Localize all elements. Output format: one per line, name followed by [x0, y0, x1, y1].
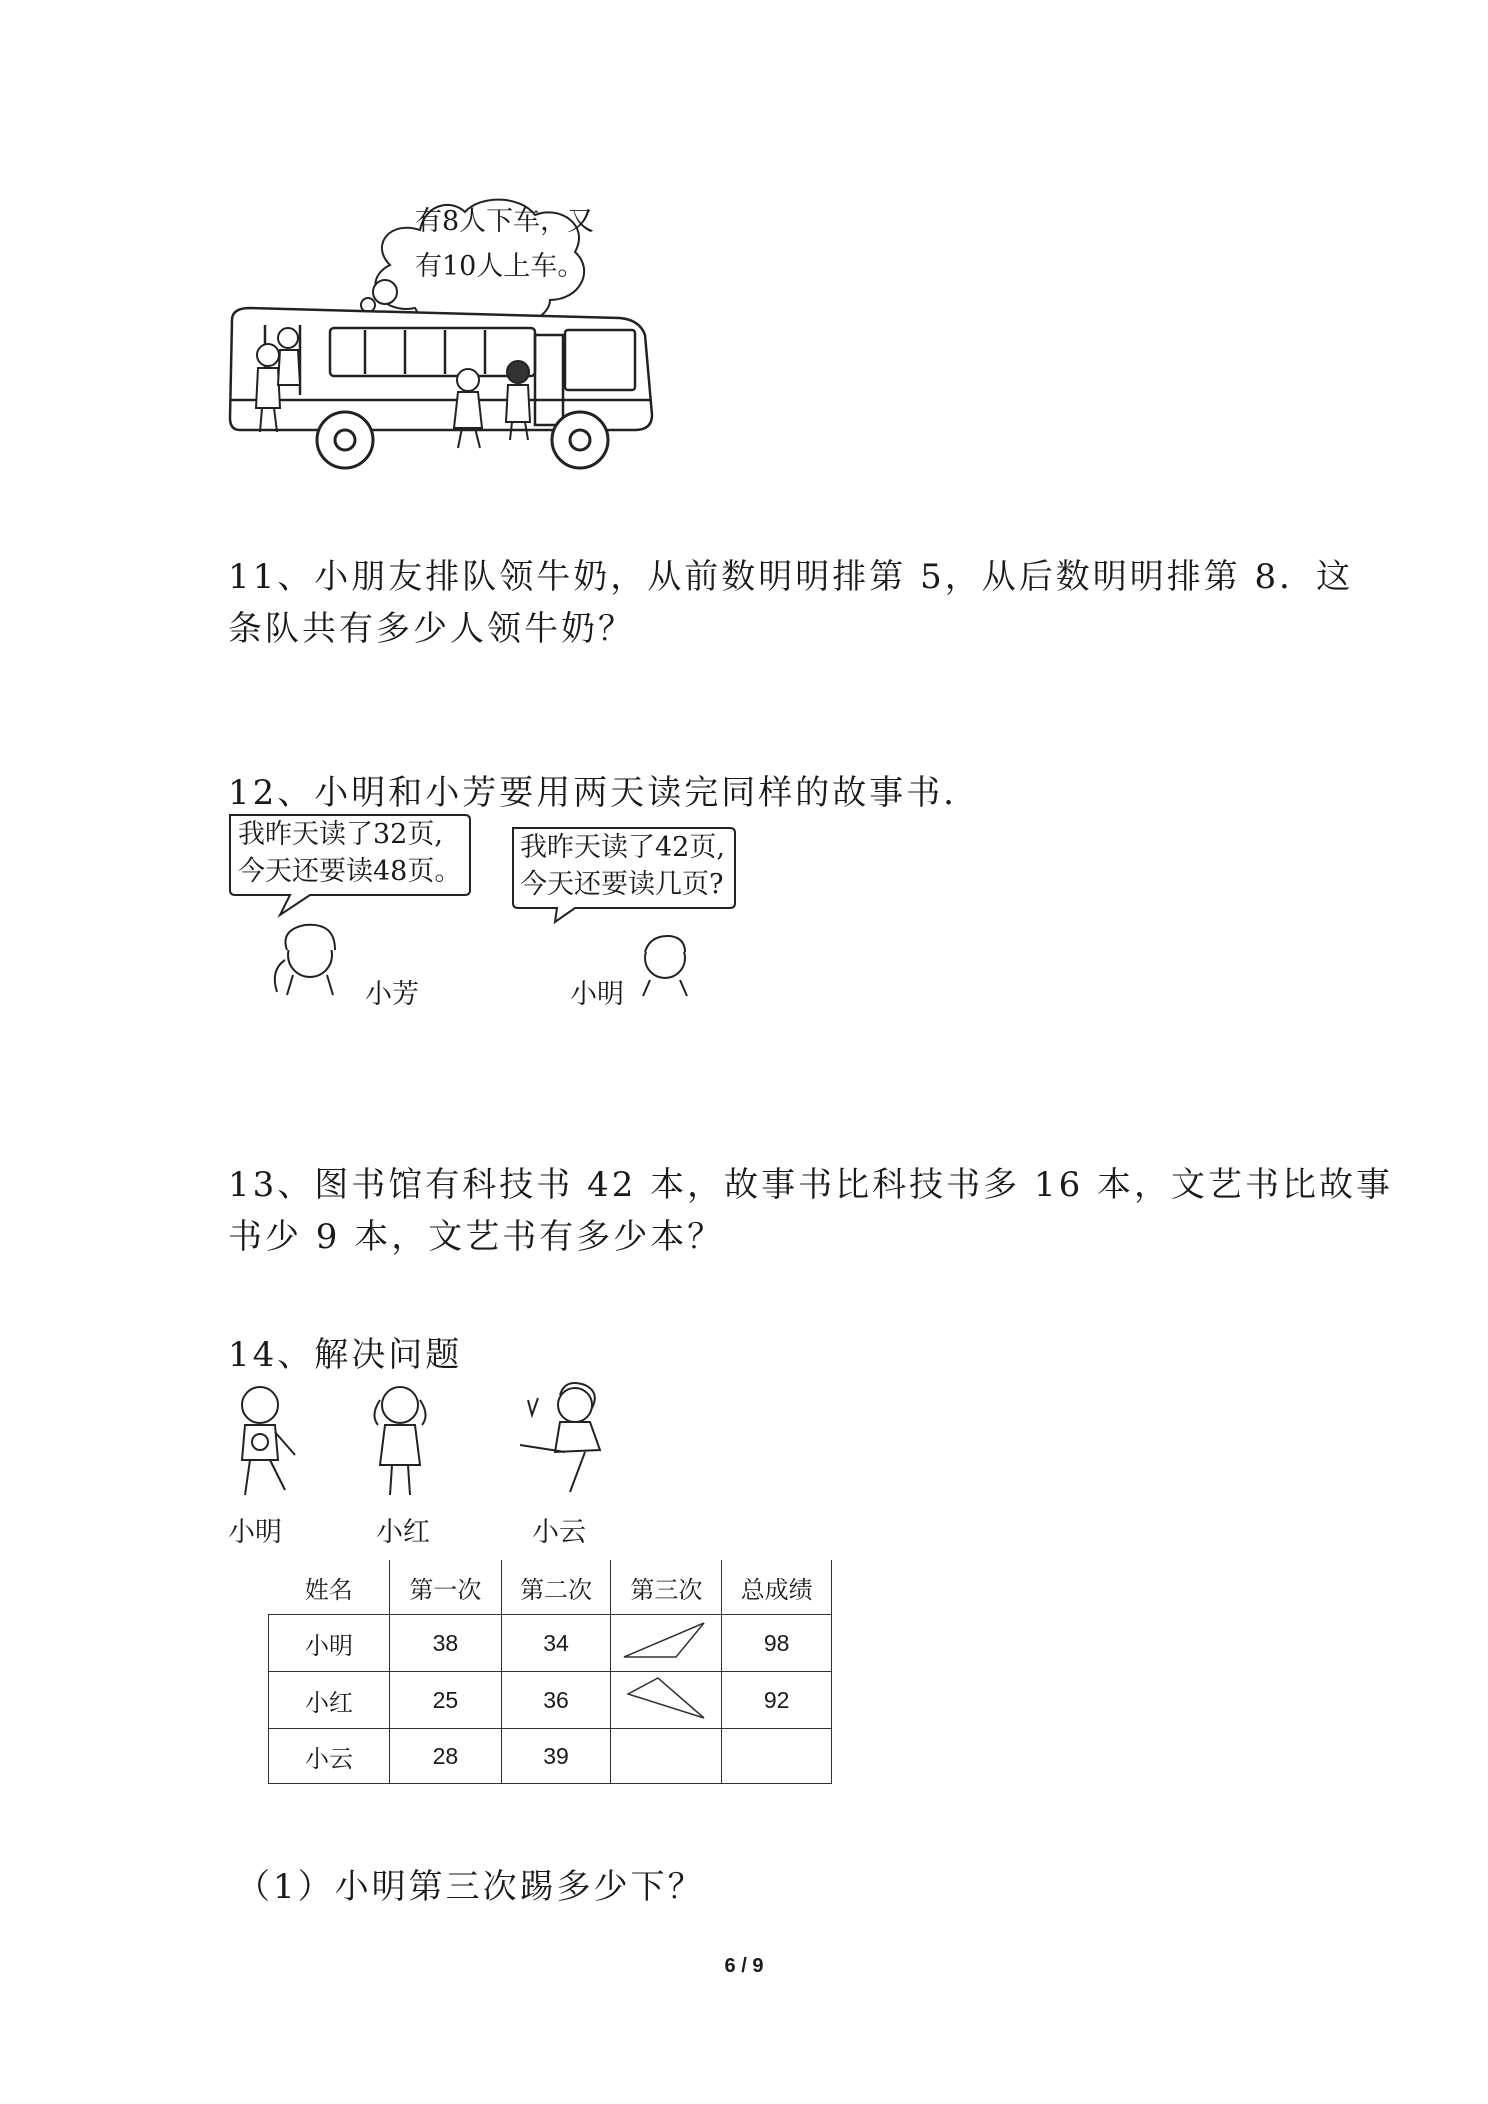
triangle-icon [616, 1615, 716, 1665]
kid-xiaohong-figure [374, 1387, 425, 1495]
q14-sub1: （1）小明第三次踢多少下？ [236, 1867, 705, 1907]
table-row [269, 1729, 832, 1784]
row-first: 25 [390, 1672, 502, 1729]
row-first: 28 [390, 1729, 502, 1784]
ming-bubble-line2: 今天还要读几页? [520, 869, 724, 900]
header-name: 姓名 [269, 1560, 390, 1615]
q11-line2: 条队共有多少人领牛奶？ [228, 609, 635, 649]
kid-xiaoming-figure [242, 1387, 295, 1495]
header-third: 第三次 [611, 1560, 722, 1615]
row-third-triangle [611, 1672, 722, 1729]
q13-line1: 13、图书馆有科技书 42 本，故事书比科技书多 16 本，文艺书比故事 [228, 1165, 1394, 1205]
row-name: 小红 [269, 1672, 390, 1729]
q14-kids-illustration [220, 1380, 640, 1510]
row-third-triangle [611, 1615, 722, 1672]
kid-label-xiaoming: 小明 [228, 1517, 282, 1548]
bus-bubble-line1: 有8人下车，又 [415, 206, 595, 237]
row-second: 39 [501, 1729, 611, 1784]
xiaofang-label: 小芳 [365, 979, 419, 1010]
row-total: 92 [722, 1672, 832, 1729]
header-second: 第二次 [501, 1560, 611, 1615]
fang-bubble-line1: 我昨天读了32页, [238, 819, 443, 850]
row-total: 98 [722, 1615, 832, 1672]
bus-bubble-line2: 有10人上车。 [415, 251, 585, 282]
row-third [611, 1729, 722, 1784]
score-table [268, 1560, 832, 1784]
kid-xiaoyun-figure [520, 1383, 600, 1492]
table-header-row [269, 1560, 832, 1615]
ming-bubble-line1: 我昨天读了42页, [520, 832, 725, 863]
xiaoming-label: 小明 [570, 979, 624, 1010]
row-name: 小明 [269, 1615, 390, 1672]
page-number: 6 / 9 [724, 1955, 764, 1977]
boy-xiaoming-figure [643, 936, 687, 996]
row-total [722, 1729, 832, 1784]
row-second: 34 [501, 1615, 611, 1672]
q12-line1: 12、小明和小芳要用两天读完同样的故事书． [228, 773, 981, 813]
kid-label-xiaohong: 小红 [376, 1517, 430, 1548]
table-row [269, 1615, 832, 1672]
q11-line1: 11、小朋友排队领牛奶，从前数明明排第 5，从后数明明排第 8．这 [228, 557, 1354, 597]
girl-xiaofang-figure [275, 925, 335, 995]
header-total: 总成绩 [722, 1560, 832, 1615]
triangle-icon [616, 1672, 716, 1722]
fang-bubble-line2: 今天还要读48页。 [238, 856, 462, 887]
row-first: 38 [390, 1615, 502, 1672]
kid-label-xiaoyun: 小云 [532, 1517, 586, 1548]
table-row [269, 1672, 832, 1729]
row-name: 小云 [269, 1729, 390, 1784]
q14-title: 14、解决问题 [228, 1335, 463, 1375]
header-first: 第一次 [390, 1560, 502, 1615]
q13-line2: 书少 9 本，文艺书有多少本？ [228, 1217, 725, 1257]
row-second: 36 [501, 1672, 611, 1729]
